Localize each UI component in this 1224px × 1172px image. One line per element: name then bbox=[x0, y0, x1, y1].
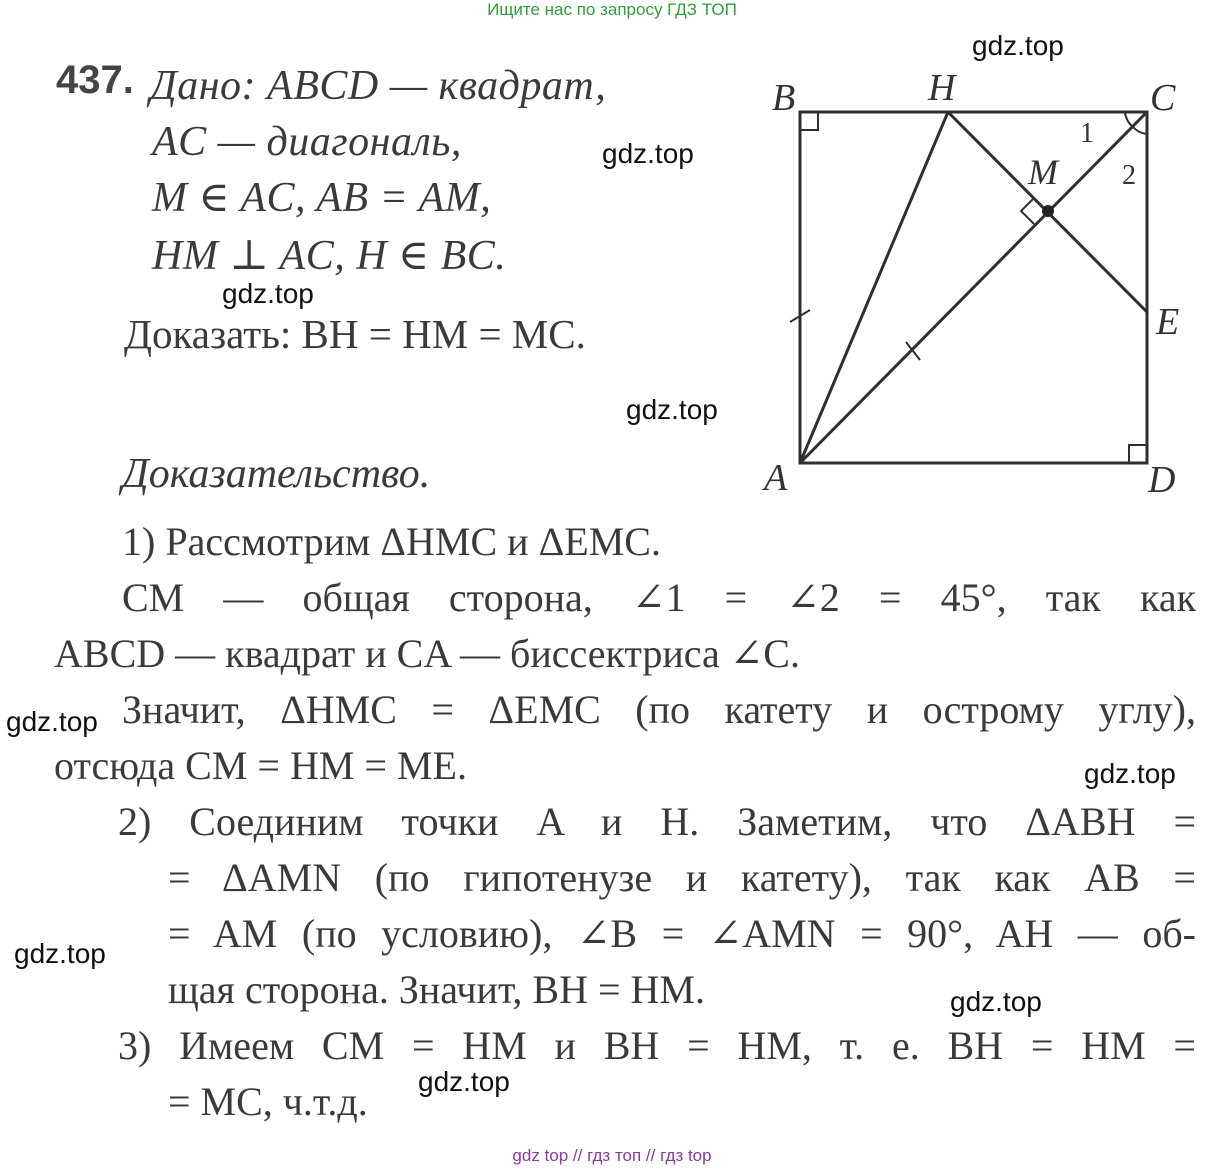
proof-line-3: ABCD — квадрат и CA — биссектриса ∠C. bbox=[54, 631, 800, 676]
proof-line-9: щая сторона. Значит, BH = HM. bbox=[168, 967, 705, 1012]
diagonal-ac bbox=[800, 112, 1147, 463]
watermark: gdz.top bbox=[222, 278, 314, 309]
right-angle-d bbox=[1129, 445, 1147, 463]
proof-line-2: CM — общая сторона, ∠1 = ∠2 = 45°, так как bbox=[122, 575, 1196, 620]
label-e: E bbox=[1156, 301, 1180, 343]
given-line-2: AC — диагональ, bbox=[152, 119, 462, 165]
label-c: C bbox=[1150, 77, 1176, 119]
proof-line-11: = MC, ч.т.д. bbox=[168, 1079, 368, 1124]
footer-links[interactable]: gdz top // гдз топ // гдз top bbox=[512, 1146, 712, 1165]
given-line-3: M ∈ AC, AB = AM, bbox=[152, 175, 492, 221]
search-hint-link[interactable]: Ищите нас по запросу ГДЗ ТОП bbox=[487, 0, 737, 19]
proof-line-5: отсюда CM = HM = ME. bbox=[54, 743, 467, 788]
given-line-4: HM ⊥ AC, H ∈ BC. bbox=[152, 233, 507, 279]
point-m bbox=[1042, 205, 1054, 217]
proof-line-6: 2) Соединим точки A и H. Заметим, что ΔABH = bbox=[118, 799, 1196, 844]
watermark: gdz.top bbox=[626, 394, 718, 425]
label-b: B bbox=[772, 77, 796, 119]
problem-number: 437. bbox=[56, 58, 134, 102]
proof-line-7: = ΔAMN (по гипотенузе и катету), так как AB = bbox=[168, 855, 1196, 900]
watermark: gdz.top bbox=[14, 938, 106, 969]
watermark: gdz.top bbox=[972, 30, 1064, 61]
watermark: gdz.top bbox=[602, 138, 694, 169]
watermark: gdz.top bbox=[6, 706, 98, 737]
proof-line-10: 3) Имеем CM = HM и BH = HM, т. е. BH = HM = bbox=[118, 1023, 1196, 1068]
label-h: H bbox=[928, 67, 956, 109]
proof-line-4: Значит, ΔHMC = ΔEMC (по катету и острому углу), bbox=[122, 687, 1196, 732]
proof-heading: Доказательство. bbox=[122, 451, 431, 497]
label-a: A bbox=[764, 457, 788, 499]
watermark: gdz.top bbox=[950, 986, 1042, 1017]
prove-statement: Доказать: BH = HM = MC. bbox=[124, 311, 586, 357]
given-line-1: Дано: ABCD — квадрат, bbox=[150, 63, 607, 109]
watermark: gdz.top bbox=[1084, 758, 1176, 789]
segment-ah bbox=[800, 112, 948, 463]
label-angle-1: 1 bbox=[1080, 118, 1094, 149]
right-angle-m bbox=[1021, 198, 1034, 224]
geometry-figure bbox=[760, 60, 1200, 500]
right-angle-b bbox=[800, 112, 818, 130]
angle-2-arc bbox=[1133, 127, 1147, 134]
label-d: D bbox=[1148, 459, 1176, 500]
proof-line-8: = AM (по условию), ∠B = ∠AMN = 90°, AH — об- bbox=[168, 911, 1196, 956]
angle-1-arc bbox=[1125, 112, 1133, 127]
watermark: gdz.top bbox=[418, 1066, 510, 1097]
proof-line-1: 1) Рассмотрим ΔHMC и ΔEMC. bbox=[122, 519, 661, 564]
label-m: M bbox=[1028, 152, 1058, 192]
label-angle-2: 2 bbox=[1122, 160, 1136, 191]
